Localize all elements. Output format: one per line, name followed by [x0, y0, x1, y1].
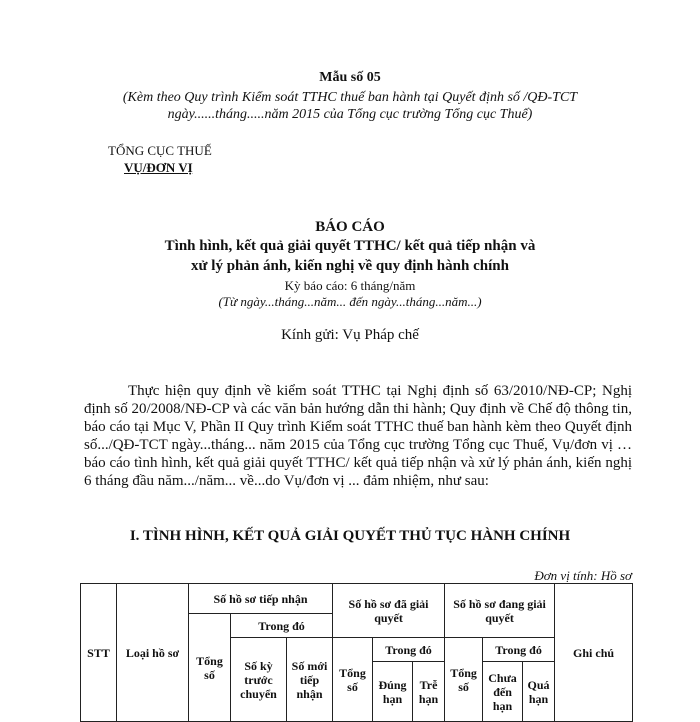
addressee: Kính gửi: Vụ Pháp chế	[281, 327, 419, 343]
org-parent-name: TỔNG CỤC THUẾ	[108, 143, 212, 158]
header-on-time: Đúng hạn	[373, 662, 413, 722]
header-overdue: Quá hạn	[523, 662, 555, 722]
report-title-line-1: Tình hình, kết quả giải quyết TTHC/ kết quả tiếp nhận và	[164, 238, 536, 254]
header-pending-total: Tổng số	[445, 638, 483, 722]
header-new-received: Số mới tiếp nhận	[287, 638, 333, 722]
report-date-range: (Từ ngày...tháng...năm... đến ngày...tháng...năm...)	[218, 294, 482, 309]
header-pending: Số hồ sơ đang giải quyết	[445, 584, 555, 638]
header-note-line-2: ngày......tháng.....năm 2015 của Tổng cục trường Tổng cục Thuế)	[167, 107, 533, 122]
header-not-due: Chưa đến hạn	[483, 662, 523, 722]
header-resolved-total: Tổng số	[333, 638, 373, 722]
report-title-line-2: xử lý phản ánh, kiến nghị về quy định hành chính	[191, 258, 509, 274]
header-notes: Ghi chú	[555, 584, 633, 722]
body-paragraph: Thực hiện quy định về kiểm soát TTHC tại Nghị định số 63/2010/NĐ-CP; Nghị định số 20/2008/NĐ-CP và các văn bản hướng dẫn thi hành; Quy định về Chế độ thông tin, báo cáo tại Mục V, Phần II Quy trình Kiểm soát TTHC thuế ban hành kèm theo Quyết định số.../QĐ-TCT ngày...tháng... năm 2015 của Tổng cục trường Tổng cục Thuế, Vụ/đơn vị … báo cáo tình hình, kết quả giải quyết TTHC/ kết quả tiếp nhận và xử lý phản ánh, kiến nghị 6 tháng đầu năm.../năm... về...do Vụ/đơn vị ... đảm nhiệm, như sau:	[84, 383, 632, 489]
header-resolved-in-which: Trong đó	[373, 638, 445, 662]
report-table	[80, 583, 633, 722]
header-resolved: Số hồ sơ đã giải quyết	[333, 584, 445, 638]
header-late: Trễ hạn	[413, 662, 445, 722]
form-number: Mẫu số 05	[319, 70, 381, 85]
header-stt: STT	[81, 584, 117, 722]
unit-note: Đơn vị tính: Hồ sơ	[534, 568, 632, 583]
org-unit-label: VỤ/ĐƠN VỊ	[124, 160, 193, 175]
header-prev-period: Số kỳ trước chuyển	[231, 638, 287, 722]
header-received: Số hồ sơ tiếp nhận	[189, 584, 333, 614]
header-received-total: Tổng số	[189, 614, 231, 722]
report-period: Kỳ báo cáo: 6 tháng/năm	[284, 278, 416, 293]
header-received-in-which: Trong đó	[231, 614, 333, 638]
org-unit-name	[124, 160, 193, 176]
section-heading-1: I. TÌNH HÌNH, KẾT QUẢ GIẢI QUYẾT THỦ TỤC HÀNH CHÍNH	[129, 528, 571, 544]
header-loai-ho-so: Loại hồ sơ	[117, 584, 189, 722]
report-heading: BÁO CÁO	[315, 219, 385, 235]
header-note-line-1: (Kèm theo Quy trình Kiểm soát TTHC thuế ban hành tại Quyết định số /QĐ-TCT	[122, 90, 578, 105]
header-pending-in-which: Trong đó	[483, 638, 555, 662]
